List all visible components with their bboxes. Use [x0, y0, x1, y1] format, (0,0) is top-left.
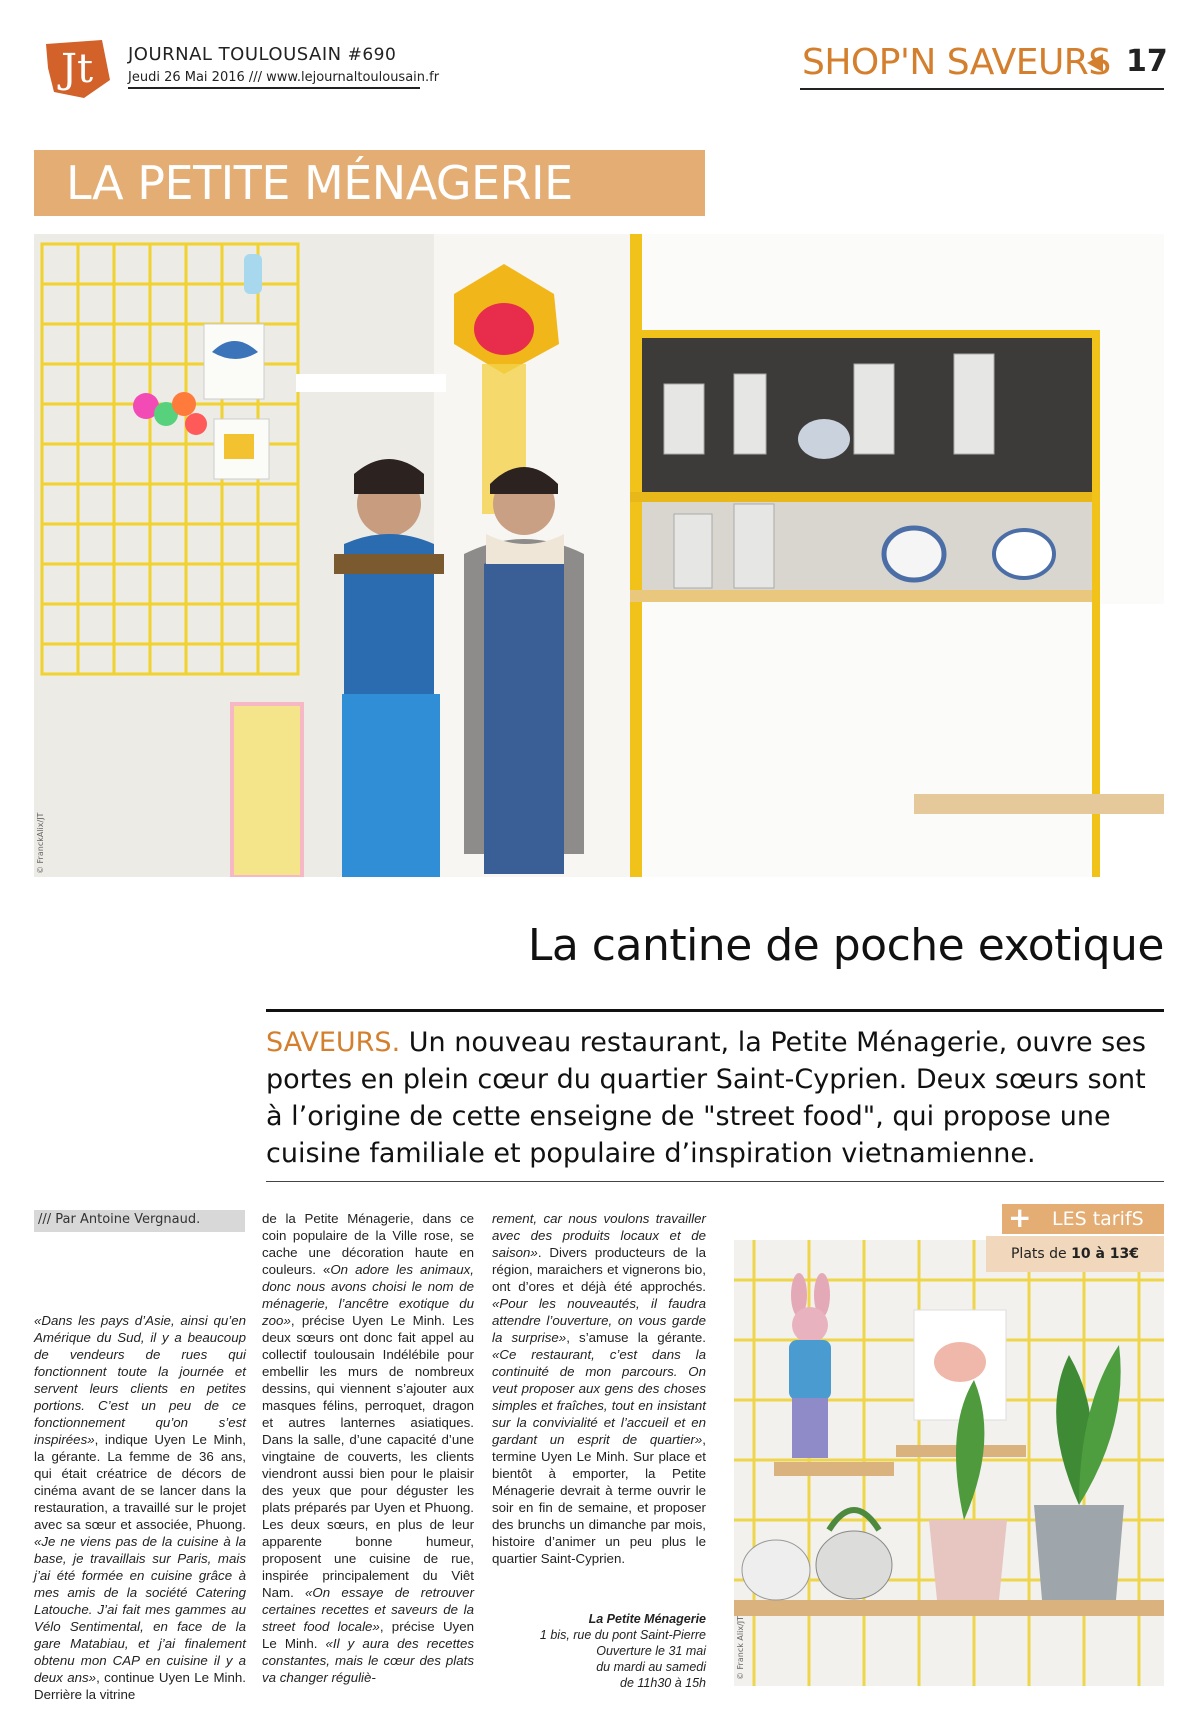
secondary-photo: [734, 1240, 1164, 1686]
header-rule: [128, 87, 420, 89]
article-standfirst: [266, 1024, 1166, 1172]
photo-credit: © FranckAlix/JT: [36, 812, 45, 874]
plants-photo-illustration: [734, 1240, 1164, 1686]
journal-logo: [44, 40, 112, 98]
photo2-credit: © Franck Alix/JT: [736, 1616, 745, 1680]
article-headline: La cantine de poche exotique: [527, 920, 1164, 971]
info-days: du mardi au samedi: [596, 1660, 706, 1674]
tarifs-prefix: Plats de: [1010, 1246, 1067, 1262]
restaurant-photo-illustration: [34, 234, 1164, 877]
main-photo: [34, 234, 1164, 877]
byline: /// Par Antoine Vergnaud.: [38, 1212, 201, 1227]
info-address: 1 bis, rue du pont Saint-Pierre: [539, 1628, 706, 1642]
tarifs-range: 10 à 13€: [1071, 1246, 1139, 1262]
journal-title: [128, 44, 396, 65]
tarifs-text: [986, 1236, 1164, 1272]
journal-name: JOURNAL TOULOUSAIN: [128, 44, 342, 65]
logo-text: Jt: [60, 46, 94, 92]
section-title: SHOP'N SAVEURS: [802, 42, 1111, 83]
banner-title: LA PETITE MÉNAGERIE: [66, 156, 573, 210]
standfirst-text: Un nouveau restaurant, la Petite Ménagerie, ouvre ses portes en plein cœur du quartier Saint-Cyprien. Deux sœurs sont à l’origine de cette enseigne de "street food", qui propose une cuisine familiale et populaire d’inspiration vietnamienne.: [266, 1027, 1146, 1169]
info-hours: de 11h30 à 15h: [620, 1676, 706, 1690]
practical-info: [492, 1611, 706, 1691]
section-arrow-icon: [1087, 54, 1103, 72]
article-column-3: rement, car nous voulons travailler avec des produits locaux et de saison». Divers producteurs de la région, maraichers et vignerons bio, ont d’ores et déjà été approchés. «Pour les nouveautés, il faudra attendre l’ouverture, on vous garde la surprise», s’amuse la gérante. «Ce restaurant, c’est dans la continuité de mon parcours. On veut proposer aux gens des choses simples et fraîches, tout en insistant sur la convivialité et l’accueil et en gardant un esprit de quartier», termine Uyen Le Minh. Sur place et bientôt à emporter, la Petite Ménagerie devrait à terme ouvrir le soir en fin de semaine, et proposer des brunchs un dimanche par mois, histoire d’animer un peu plus le quartier Saint-Cyprien.: [492, 1211, 707, 1566]
article-column-1: «Dans les pays d’Asie, ainsi qu’en Amérique du Sud, il y a beaucoup de vendeurs de rues qui fonctionnent toute la journée et servent leurs clients en petites portions. C’est un peu de ce fonctionnement qu’on s’est inspirées», indique Uyen Le Minh, la gérante. La femme de 36 ans, qui était créatrice de décors de cinéma avant de se lancer dans la restauration, a travaillé sur le projet avec sa sœur et associée, Phuong. «Je ne viens pas de la cuisine à la base, je travaillais sur Paris, mais j’ai été formée en cuisine grâce à mes amis de la société Catering Latouche. J’ai fait mes gammes au Vélo Sentimental, en face de la gare Matabiau, et j’ai finalement obtenu mon CAP en cuisine il y a deux ans», continue Uyen Le Minh. Derrière la vitrine: [34, 1313, 246, 1702]
headline-rule: [266, 1009, 1164, 1012]
tarifs-label: LES tarifS: [1052, 1208, 1144, 1230]
standfirst-rule: [266, 1181, 1164, 1182]
page-number: 17: [1126, 44, 1168, 79]
info-title: La Petite Ménagerie: [588, 1612, 706, 1626]
info-opening: Ouverture le 31 mai: [596, 1644, 706, 1658]
standfirst-kicker: SAVEURS.: [266, 1027, 401, 1058]
article-column-2: de la Petite Ménagerie, dans ce coin populaire de la Ville rose, se cache une décoration haute en couleurs. «On adore les animaux, donc nous avons choisi le nom de ménagerie, l’ancêtre exotique du zoo», précise Uyen Le Minh. Les deux sœurs ont donc fait appel au collectif toulousain Indélébile pour embellir les murs de nombreux dessins, qui viennent s’ajouter aux masques félins, perroquet, dragon et autres lanternes asiatiques. Dans la salle, d’une capacité d’une vingtaine de couverts, les clients viendront aussi bien pour le plaisir des yeux que pour déguster les plats préparés par Uyen et Phuong. Les deux sœurs, en plus de leur apparente bonne humeur, proposent une cuisine de rue, inspirée principalement du Viêt Nam. «On essaye de retrouver certaines recettes et saveurs de la street food locale», précise Uyen Le Minh. «Il y aura des recettes constantes, mais le cœur des plats va changer réguliè-: [262, 1211, 475, 1685]
plus-icon: +: [1008, 1201, 1032, 1234]
issue-number: #690: [347, 45, 397, 65]
date-line: Jeudi 26 Mai 2016 /// www.lejournaltoulousain.fr: [128, 70, 440, 85]
section-rule: [800, 88, 1164, 90]
